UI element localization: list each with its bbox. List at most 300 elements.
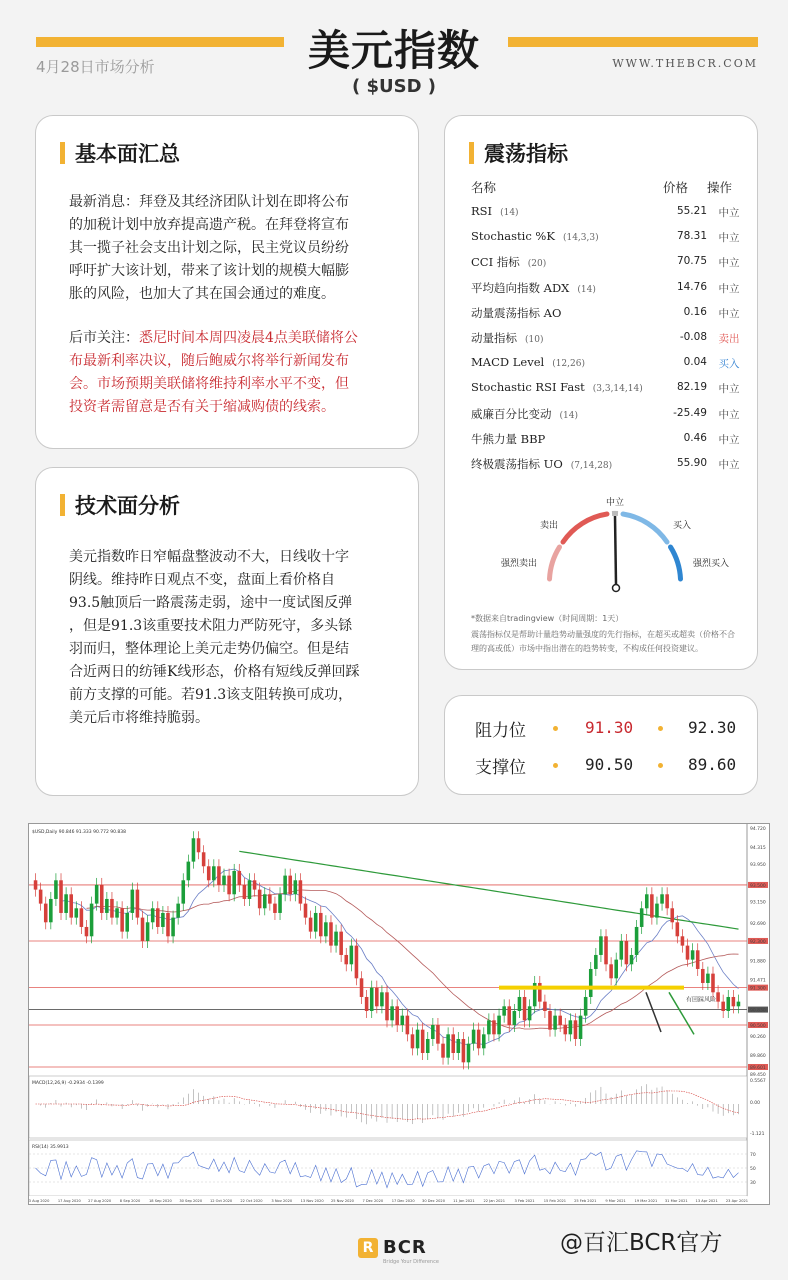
level-dot	[658, 763, 663, 768]
candle-body	[406, 1016, 410, 1035]
candle-body	[69, 894, 73, 917]
candle-body	[446, 1034, 450, 1057]
candle-body	[558, 1016, 562, 1025]
fundamentals-card	[35, 115, 419, 449]
x-tick: 7 Dec 2020	[362, 1199, 384, 1203]
candle-body	[579, 1016, 583, 1039]
candle-body	[732, 997, 736, 1006]
text-line: 最新消息：拜登及其经济团队计划在即将公布	[69, 194, 349, 210]
logo-tagline: Bridge Your Difference	[383, 1259, 439, 1265]
candle-body	[497, 1016, 501, 1035]
indicator-action: 中立	[718, 307, 740, 320]
candle-body	[706, 974, 710, 983]
candle-body	[207, 866, 211, 880]
resistance-2: 92.30	[688, 718, 737, 737]
indicator-row	[445, 456, 757, 481]
price-tick: 91.880	[750, 959, 766, 965]
candle-body	[304, 904, 308, 918]
support-2: 89.60	[688, 755, 737, 774]
candle-body	[614, 960, 618, 979]
oscillators-title: 震荡指标	[469, 138, 568, 168]
candle-body	[202, 852, 206, 866]
candle-body	[278, 894, 282, 913]
candle-body	[518, 997, 522, 1011]
candle-body	[416, 1030, 420, 1049]
candle-body	[467, 1044, 471, 1063]
support-1: 90.50	[585, 755, 634, 774]
gauge-label-buy: 买入	[672, 521, 692, 531]
candle-body	[151, 908, 155, 922]
candle-body	[594, 955, 598, 969]
indicator-param: (14)	[500, 208, 519, 218]
candle-body	[482, 1034, 486, 1048]
candle-body	[502, 1006, 506, 1015]
macd-label: MACD(12,26,9) -0.2934 -0.1399	[32, 1081, 104, 1086]
gauge-label-sell: 卖出	[539, 521, 559, 531]
indicator-action: 中立	[718, 282, 740, 295]
candle-body	[548, 1011, 552, 1030]
x-tick: 3 Feb 2021	[514, 1199, 535, 1203]
indicator-value: 0.04	[683, 356, 707, 369]
candle-body	[635, 927, 639, 955]
bcr-logo	[358, 1237, 427, 1258]
technical-title: 技术面分析	[60, 490, 180, 520]
fundamentals-title: 基本面汇总	[60, 138, 180, 168]
candle-body	[665, 894, 669, 908]
disclaimer-note	[471, 628, 761, 656]
candle-body	[650, 894, 654, 917]
candle-body	[599, 936, 603, 955]
x-tick: 3 Nov 2020	[271, 1199, 293, 1203]
oscillators-card	[444, 115, 758, 670]
text-line: 美元指数昨日窄幅盘整波动不大，日线收十字	[69, 549, 349, 565]
page-subtitle: ( $USD )	[351, 76, 437, 97]
resistance-label: 阻力位	[475, 721, 526, 741]
candle-body	[146, 922, 150, 941]
x-tick: 25 Feb 2021	[574, 1199, 597, 1203]
price-tick: 90.500	[750, 1023, 766, 1029]
price-tick: 92.300	[750, 939, 766, 945]
candle-body	[263, 894, 267, 908]
gauge-label-strong-sell: 强烈卖出	[500, 559, 538, 569]
candle-body	[95, 885, 99, 904]
candle-body	[609, 964, 613, 978]
candle-body	[681, 936, 685, 945]
candle-body	[59, 880, 63, 913]
price-tick: 93.500	[750, 883, 766, 889]
rsi-tick: 70	[750, 1153, 756, 1158]
x-tick: 13 Nov 2020	[300, 1199, 324, 1203]
indicator-value: -0.08	[679, 331, 707, 343]
candle-body	[457, 1039, 461, 1053]
candle-body	[421, 1030, 425, 1053]
indicator-row	[445, 254, 757, 279]
indicator-row	[445, 229, 757, 254]
levels-card	[444, 695, 758, 795]
candle-body	[441, 1044, 445, 1058]
x-tick: 8 Sep 2020	[119, 1199, 141, 1203]
candle-body	[395, 1006, 399, 1025]
candle-body	[39, 890, 43, 904]
candle-body	[288, 876, 292, 895]
candle-body	[360, 978, 364, 997]
candle-body	[115, 908, 119, 917]
candle-body	[232, 871, 236, 894]
text-line: 合近两日的纺锤K线形态，价格有短线反弹回踩	[69, 664, 360, 680]
indicator-action: 买入	[718, 358, 740, 371]
price-tick: 91.300	[750, 986, 766, 992]
site-url: WWW.THEBCR.COM	[612, 57, 758, 70]
indicator-action: 卖出	[718, 333, 740, 345]
title-marker	[469, 142, 474, 164]
x-tick: 12 Oct 2020	[209, 1199, 233, 1203]
candle-body	[283, 876, 287, 895]
price-tick: 93.150	[750, 900, 766, 906]
gauge-arc-sell	[563, 514, 607, 542]
indicator-value: 55.21	[676, 205, 707, 217]
level-dot	[658, 726, 663, 731]
macd-pane	[29, 1076, 747, 1138]
candle-body	[334, 932, 338, 946]
logo-text: BCR	[383, 1237, 427, 1258]
candle-body	[487, 1020, 491, 1034]
candle-body	[462, 1039, 466, 1062]
candle-body	[258, 890, 262, 909]
resistance-1: 91.30	[585, 718, 634, 737]
indicator-name: MACD Level (12,26)	[471, 355, 585, 370]
candle-body	[385, 992, 389, 1020]
candle-body	[691, 950, 695, 959]
candle-body	[390, 1006, 394, 1020]
candle-body	[726, 997, 730, 1011]
gauge-arc-buy	[623, 514, 667, 542]
indicator-value: 82.19	[676, 381, 707, 394]
candle-body	[620, 941, 624, 960]
indicator-name: 终极震荡指标 UO (7,14,28)	[471, 457, 613, 471]
x-tick: 30 Sep 2020	[179, 1199, 203, 1203]
candle-body	[299, 880, 303, 903]
candle-body	[141, 918, 145, 941]
text-line: 其一揽子社会支出计划之际，民主党议员纷纷	[69, 240, 349, 256]
indicator-action: 中立	[718, 207, 740, 219]
candle-body	[426, 1039, 430, 1053]
title-marker	[60, 142, 65, 164]
fundamentals-outlook	[69, 327, 399, 419]
candle-body	[64, 894, 68, 913]
candle-body	[670, 908, 674, 922]
x-tick: 23 Apr 2021	[725, 1199, 749, 1203]
candle-body	[523, 997, 527, 1020]
gauge-needle	[615, 516, 616, 584]
candle-body	[273, 904, 277, 913]
indicator-name: Stochastic %K (14,3,3)	[471, 229, 599, 244]
candle-body	[161, 913, 165, 927]
fundamentals-news	[69, 191, 399, 306]
candle-body	[660, 894, 664, 903]
rsi-tick: 30	[750, 1181, 756, 1186]
text-line: 美元后市将维持脆弱。	[69, 710, 209, 726]
candle-body	[400, 1016, 404, 1025]
indicator-row	[445, 204, 757, 229]
candle-body	[243, 885, 247, 899]
candle-body	[110, 899, 114, 918]
text-line: 会。市场预期美联储将维持利率水平不变，但	[69, 376, 349, 392]
candle-body	[181, 880, 185, 903]
candle-body	[329, 922, 333, 945]
indicator-name: 牛熊力量 BBP	[471, 431, 546, 446]
indicator-row	[445, 406, 757, 431]
candle-body	[238, 871, 242, 885]
candle-body	[156, 908, 160, 927]
x-tick: 30 Dec 2020	[422, 1199, 446, 1203]
candle-body	[90, 904, 94, 937]
indicator-name: RSI (14)	[471, 204, 519, 218]
indicator-action: 中立	[718, 383, 740, 396]
candle-body	[472, 1030, 476, 1044]
candle-body	[176, 904, 180, 918]
sentiment-gauge	[445, 498, 759, 614]
indicator-name: 动量指标 (10)	[471, 331, 544, 345]
indicator-value: -25.49	[673, 406, 707, 419]
candle-body	[49, 899, 53, 922]
price-tick: 89.450	[750, 1073, 766, 1078]
candle-body	[589, 969, 593, 997]
indicator-value: 78.31	[676, 230, 707, 243]
candle-body	[436, 1025, 440, 1044]
indicator-name: CCI 指标 (20)	[471, 255, 547, 270]
support-label: 支撑位	[475, 758, 526, 778]
col-action-header: 操作	[707, 180, 733, 195]
title-marker	[60, 494, 65, 516]
candle-body	[625, 941, 629, 964]
price-tick: 94.720	[750, 827, 766, 832]
candle-body	[105, 899, 109, 913]
indicator-value: 14.76	[676, 280, 707, 293]
price-tick: 94.315	[750, 845, 766, 851]
indicator-row	[445, 380, 757, 405]
candle-body	[80, 908, 84, 927]
chart-title: $USD,Daily 90.846 91.333 90.772 90.838	[32, 830, 126, 835]
indicator-row	[445, 330, 757, 355]
x-tick: 25 Nov 2020	[330, 1199, 354, 1203]
text-line: 后市关注：悉尼时间本周四凌晨4点美联储将公	[69, 330, 358, 346]
indicator-value: 0.46	[683, 431, 707, 444]
indicator-name: 威廉百分比变动 (14)	[471, 406, 578, 421]
indicator-param: (3,3,14,14)	[592, 384, 643, 395]
x-tick: 27 Aug 2020	[88, 1199, 112, 1203]
candle-body	[324, 922, 328, 936]
candle-body	[563, 1025, 567, 1034]
price-tick: 90.830	[750, 1008, 766, 1014]
indicator-action: 中立	[718, 433, 740, 446]
candle-body	[543, 1002, 547, 1011]
price-tick: 92.690	[750, 921, 766, 927]
text-line: 布最新利率决议，随后鲍威尔将举行新闻发布	[69, 353, 349, 369]
price-pane	[29, 824, 747, 1074]
candle-body	[507, 1006, 511, 1025]
x-tick: 3 Aug 2020	[28, 1199, 50, 1203]
usd-daily-chart	[29, 824, 769, 1204]
candle-body	[645, 894, 649, 908]
candle-body	[431, 1025, 435, 1039]
candle-body	[136, 890, 140, 918]
candle-body	[120, 908, 124, 931]
text-line: 胀的风险，也加大了其在国会通过的难度。	[69, 286, 335, 302]
candle-body	[248, 880, 252, 899]
technical-card	[35, 467, 419, 796]
text-line: 投资者需留意是否有关于缩减购债的线索。	[69, 399, 335, 415]
candle-body	[492, 1020, 496, 1034]
text-line: 的加税计划中放弃提高遗产税。在拜登将宣布	[69, 217, 349, 233]
x-tick: 15 Feb 2021	[543, 1199, 567, 1203]
candle-body	[355, 946, 359, 979]
candle-body	[222, 876, 226, 885]
candle-body	[574, 1020, 578, 1039]
indicator-action: 中立	[718, 257, 740, 270]
candle-body	[553, 1016, 557, 1030]
x-tick: 13 Apr 2021	[695, 1199, 718, 1203]
candle-body	[171, 918, 175, 937]
x-tick: 9 Mar 2021	[605, 1199, 626, 1203]
price-tick: 91.471	[750, 978, 766, 984]
indicator-value: 0.16	[683, 305, 707, 318]
candle-body	[365, 997, 369, 1011]
indicator-row	[445, 280, 757, 305]
macd-tick: -1.121	[750, 1132, 765, 1137]
candle-body	[268, 894, 272, 903]
indicator-row	[445, 431, 757, 456]
candle-body	[212, 866, 216, 880]
candle-body	[686, 946, 690, 960]
indicator-row	[445, 355, 757, 380]
gauge-arc-strong-sell	[550, 547, 560, 579]
text-line: 震荡指标仅是帮助计量趋势动量强度的先行指标，在超买或超卖（价格不合	[471, 630, 735, 639]
page-title: 美元指数	[307, 26, 480, 75]
candle-body	[44, 904, 48, 923]
gauge-label-strong-buy: 强烈买入	[692, 559, 730, 569]
x-tick: 22 Jan 2021	[483, 1199, 505, 1203]
candle-body	[701, 969, 705, 983]
text-line: 羽而归，整体理论上美元走势仍偏空。但是结	[69, 641, 349, 657]
price-tick: 93.950	[750, 862, 766, 868]
watermark: @百汇BCR官方	[560, 1230, 723, 1256]
candle-body	[584, 997, 588, 1016]
level-dot	[553, 726, 558, 731]
gauge-pivot	[613, 585, 620, 592]
candle-body	[451, 1034, 455, 1053]
candle-body	[676, 922, 680, 936]
text-line: 阴线。维持昨日观点不变，盘面上看价格自	[69, 572, 335, 588]
indicator-row	[445, 305, 757, 330]
candle-body	[528, 1006, 532, 1020]
rsi-tick: 50	[750, 1167, 756, 1172]
text-line: 呼吁扩大该计划，带来了该计划的规模大幅膨	[69, 263, 349, 279]
candle-body	[85, 927, 89, 936]
x-tick: 17 Aug 2020	[57, 1199, 81, 1203]
candle-body	[192, 838, 196, 861]
candle-body	[569, 1020, 573, 1034]
col-name-header: 名称	[471, 180, 497, 195]
candle-body	[350, 946, 354, 965]
x-tick: 19 Mar 2021	[634, 1199, 658, 1203]
candle-body	[696, 950, 700, 969]
candle-body	[630, 955, 634, 964]
rsi-pane	[29, 1140, 747, 1196]
candle-body	[716, 992, 720, 1001]
indicator-name: 平均趋向指数 ADX (14)	[471, 280, 596, 295]
price-tick: 89.860	[750, 1053, 766, 1059]
candle-body	[339, 932, 343, 955]
candle-body	[344, 955, 348, 964]
candle-body	[737, 1002, 741, 1007]
x-tick: 31 Mar 2021	[664, 1199, 688, 1203]
rsi-label: RSI(14) 35.9913	[32, 1145, 69, 1150]
indicator-name: 动量震荡指标 AO	[471, 305, 562, 320]
x-tick: 22 Oct 2020	[240, 1199, 263, 1203]
outlook-prefix: 后市关注：	[69, 330, 139, 346]
indicator-param: (14)	[577, 284, 596, 295]
candle-body	[513, 1011, 517, 1025]
macd-tick: 0.5567	[750, 1079, 766, 1084]
indicator-value: 70.75	[676, 255, 707, 268]
candle-body	[75, 908, 79, 917]
candle-body	[217, 866, 221, 885]
candle-body	[640, 908, 644, 927]
level-dot	[553, 763, 558, 768]
candle-body	[477, 1030, 481, 1049]
indicator-param: (7,14,28)	[570, 461, 613, 471]
indicator-action: 中立	[718, 459, 740, 471]
candle-body	[34, 880, 38, 889]
candle-body	[655, 904, 659, 918]
price-tick: 89.601	[750, 1065, 766, 1071]
candle-body	[227, 876, 231, 895]
analysis-date: 4月28日市场分析	[36, 58, 155, 76]
indicator-value: 55.90	[676, 457, 707, 469]
gauge-arc-strong-buy	[671, 547, 681, 579]
col-price-header: 价格	[663, 180, 689, 195]
text-line: 93.5触顶后一路震荡走弱，途中一度试图反弹	[69, 595, 353, 611]
indicator-action: 中立	[718, 408, 740, 421]
chart-annotation: 有回踩风险	[686, 996, 717, 1004]
gauge-label-neutral: 中立	[605, 498, 625, 508]
x-tick: 11 Jan 2021	[453, 1199, 475, 1203]
indicator-param: (20)	[527, 259, 547, 270]
candle-body	[253, 880, 257, 889]
candle-body	[721, 1002, 725, 1011]
candle-body	[100, 885, 104, 913]
candle-body	[314, 913, 318, 932]
indicator-param: (14,3,3)	[562, 233, 599, 244]
candle-body	[294, 880, 298, 894]
indicator-param: (10)	[525, 335, 544, 345]
indicator-action: 中立	[718, 232, 740, 245]
logo-mark: R	[358, 1238, 378, 1258]
technical-analysis-text	[69, 546, 399, 730]
candle-body	[187, 862, 191, 881]
text-line: ，但是91.3该重要技术阻力严防死守，多头铩	[69, 618, 353, 634]
x-tick: 18 Sep 2020	[149, 1199, 172, 1203]
candle-body	[411, 1034, 415, 1048]
data-source-note: *数据来自tradingview（时间周期：1天）	[471, 614, 624, 623]
candle-body	[197, 838, 201, 852]
candle-body	[319, 913, 323, 936]
candle-body	[125, 913, 129, 932]
macd-tick: 0.00	[750, 1101, 761, 1106]
candle-body	[380, 992, 384, 1006]
candle-body	[711, 974, 715, 993]
x-tick: 17 Dec 2020	[391, 1199, 415, 1203]
